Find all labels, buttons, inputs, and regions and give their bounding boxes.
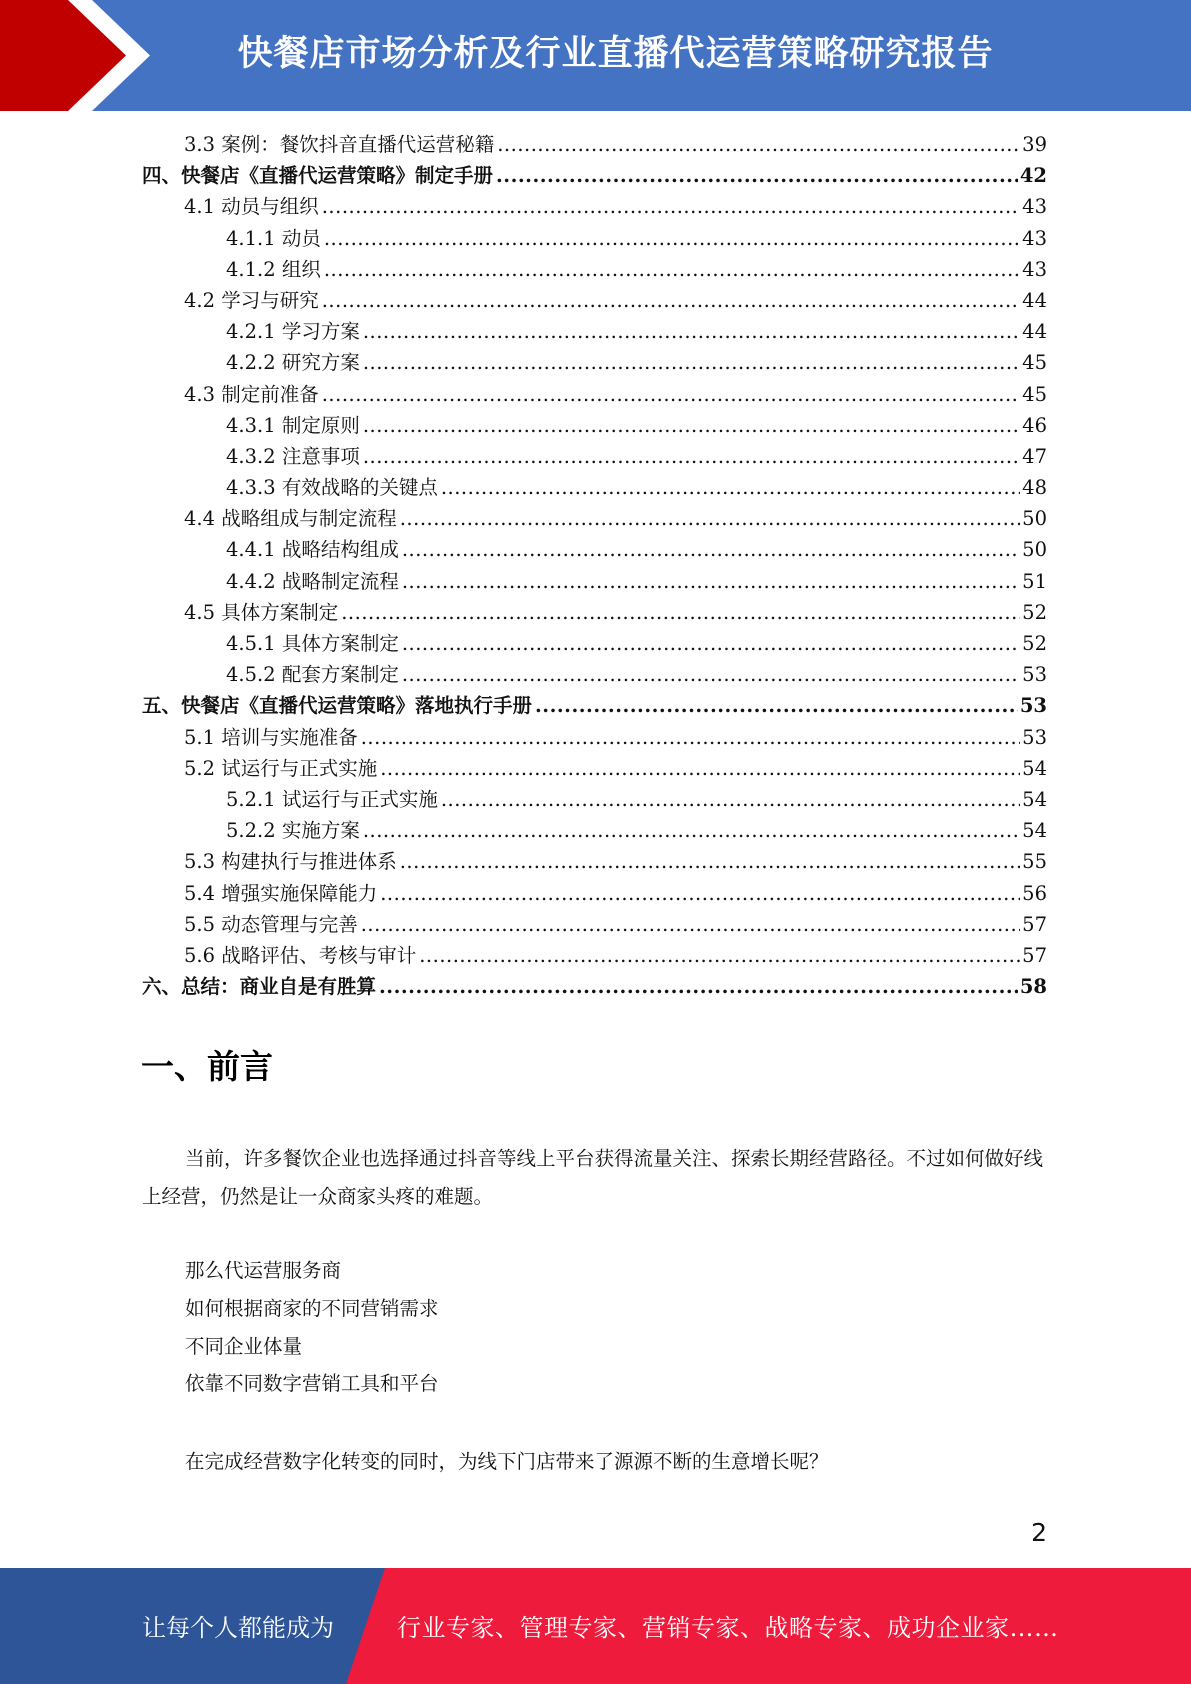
section-heading: 一、前言 <box>141 1047 273 1086</box>
toc-entry-page: 54 <box>1022 819 1047 843</box>
intro-line: 不同企业体量 <box>185 1334 303 1358</box>
toc-entry[interactable] <box>142 722 1047 753</box>
toc-entry-page: 42 <box>1019 164 1047 188</box>
toc-entry-label: 四、快餐店《直播代运营策略》制定手册 <box>142 164 494 188</box>
toc-entry-page: 44 <box>1022 320 1047 344</box>
toc-entry[interactable] <box>142 223 1047 254</box>
toc-entry-page: 52 <box>1022 600 1047 624</box>
toc-entry-label: 5.3 构建执行与推进体系 <box>184 850 397 874</box>
toc-dot-leader <box>363 410 1020 441</box>
toc-dot-leader <box>441 784 1020 815</box>
toc-entry-label: 5.4 增强实施保障能力 <box>184 881 378 905</box>
toc-entry-label: 4.2.2 研究方案 <box>226 351 360 375</box>
intro-line: 依靠不同数字营销工具和平台 <box>185 1372 439 1396</box>
toc-entry[interactable] <box>142 597 1047 628</box>
toc-entry-label: 5.6 战略评估、考核与审计 <box>184 943 417 967</box>
toc-dot-leader <box>324 254 1020 285</box>
toc-entry-page: 58 <box>1019 975 1047 999</box>
toc-entry[interactable] <box>142 566 1047 597</box>
toc-entry-page: 44 <box>1022 288 1047 312</box>
intro-line: 如何根据商家的不同营销需求 <box>185 1296 439 1320</box>
toc-entry[interactable] <box>142 753 1047 784</box>
toc-entry-page: 54 <box>1022 787 1047 811</box>
toc-entry[interactable] <box>142 784 1047 815</box>
toc-entry-page: 52 <box>1022 632 1047 655</box>
toc-dot-leader <box>324 223 1020 254</box>
toc-entry[interactable] <box>142 878 1047 909</box>
toc-entry[interactable] <box>142 534 1047 565</box>
toc-entry[interactable] <box>142 441 1047 472</box>
toc-entry-label: 3.3 案例：餐饮抖音直播代运营秘籍 <box>184 133 495 156</box>
toc-dot-leader <box>497 129 1020 160</box>
toc-entry-page: 53 <box>1019 694 1047 718</box>
toc-entry[interactable] <box>142 971 1047 1002</box>
toc-dot-leader <box>361 722 1020 753</box>
toc-dot-leader <box>402 566 1020 597</box>
toc-dot-leader <box>363 316 1020 347</box>
toc-entry-label: 4.4.2 战略制定流程 <box>226 569 399 593</box>
toc-dot-leader <box>379 971 1018 1002</box>
toc-entry-page: 51 <box>1022 569 1047 593</box>
closing-paragraph: 在完成经营数字化转变的同时，为线下门店带来了源源不断的生意增长呢？ <box>185 1450 829 1473</box>
document-title: 快餐店市场分析及行业直播代运营策略研究报告 <box>237 34 994 74</box>
toc-entry[interactable] <box>142 379 1047 410</box>
toc-entry-label: 4.3.3 有效战略的关键点 <box>226 476 438 500</box>
toc-dot-leader <box>419 940 1020 971</box>
toc-entry-page: 46 <box>1022 413 1047 437</box>
toc-dot-leader <box>361 909 1020 940</box>
toc-dot-leader <box>322 379 1020 410</box>
toc-entry-label: 4.3.1 制定原则 <box>226 413 360 437</box>
toc-entry[interactable] <box>142 815 1047 846</box>
toc-entry[interactable] <box>142 472 1047 503</box>
toc-entry-label: 4.4.1 战略结构组成 <box>226 538 399 562</box>
page-footer <box>0 1568 1191 1684</box>
toc-entry[interactable] <box>142 410 1047 441</box>
toc-entry-label: 五、快餐店《直播代运营策略》落地执行手册 <box>142 694 533 718</box>
toc-entry-page: 50 <box>1022 538 1047 562</box>
toc-entry[interactable] <box>142 160 1047 191</box>
toc-entry[interactable] <box>142 129 1047 160</box>
toc-dot-leader <box>400 846 1020 877</box>
page-header <box>0 0 1191 111</box>
toc-dot-leader <box>535 690 1018 721</box>
toc-entry-label: 4.1 动员与组织 <box>184 195 319 219</box>
toc-entry[interactable] <box>142 316 1047 347</box>
toc-dot-leader <box>322 191 1020 222</box>
footer-slogan-right: 行业专家、管理专家、营销专家、战略专家、成功企业家…… <box>397 1614 1059 1642</box>
toc-dot-leader <box>322 285 1020 316</box>
toc-entry-page: 47 <box>1022 444 1047 468</box>
toc-dot-leader <box>496 160 1018 191</box>
toc-dot-leader <box>363 815 1020 846</box>
toc-entry[interactable] <box>142 285 1047 316</box>
intro-line: 那么代运营服务商 <box>185 1259 342 1282</box>
toc-entry-label: 4.2.1 学习方案 <box>226 320 360 344</box>
toc-entry[interactable] <box>142 503 1047 534</box>
toc-entry-label: 4.2 学习与研究 <box>184 288 319 312</box>
toc-entry-page: 55 <box>1022 850 1047 874</box>
toc-entry-page: 43 <box>1022 226 1047 250</box>
toc-entry[interactable] <box>142 846 1047 877</box>
toc-entry[interactable] <box>142 659 1047 690</box>
toc-entry-page: 57 <box>1022 912 1047 936</box>
toc-dot-leader <box>380 878 1020 909</box>
toc-entry-label: 4.3.2 注意事项 <box>226 444 360 468</box>
toc-dot-leader <box>402 534 1020 565</box>
toc-dot-leader <box>380 753 1020 784</box>
toc-entry-page: 57 <box>1022 943 1047 967</box>
toc-entry-label: 5.2.2 实施方案 <box>226 819 360 843</box>
toc-dot-leader <box>441 472 1020 503</box>
toc-entry-label: 4.3 制定前准备 <box>184 382 319 406</box>
toc-entry[interactable] <box>142 347 1047 378</box>
toc-entry-page: 53 <box>1022 663 1047 687</box>
toc-dot-leader <box>402 628 1020 659</box>
page-number: 2 <box>1031 1518 1047 1547</box>
intro-lines <box>185 1252 1090 1403</box>
toc-entry[interactable] <box>142 628 1047 659</box>
toc-entry-label: 4.1.1 动员 <box>226 226 321 250</box>
toc-entry[interactable] <box>142 909 1047 940</box>
toc-entry-label: 5.5 动态管理与完善 <box>184 912 358 936</box>
toc-entry-page: 43 <box>1022 195 1047 219</box>
toc-entry[interactable] <box>142 690 1047 721</box>
toc-entry-label: 5.2.1 试运行与正式实施 <box>226 787 438 811</box>
footer-slogan-left: 让每个人都能成为 <box>142 1614 334 1642</box>
toc-entry[interactable] <box>142 254 1047 285</box>
toc-entry-label: 4.4 战略组成与制定流程 <box>184 507 397 531</box>
toc-entry-label: 5.1 培训与实施准备 <box>184 725 358 749</box>
toc-entry-label: 4.5.2 配套方案制定 <box>226 663 399 687</box>
toc-entry-label: 4.1.2 组织 <box>226 257 321 281</box>
toc-entry-page: 43 <box>1022 257 1047 281</box>
toc-entry-page: 45 <box>1022 382 1047 406</box>
toc-entry-label: 5.2 试运行与正式实施 <box>184 756 378 780</box>
toc-entry-label: 六、总结：商业自是有胜算 <box>142 975 377 999</box>
toc-entry-label: 4.5 具体方案制定 <box>184 600 339 624</box>
table-of-contents <box>142 129 1047 1002</box>
toc-entry-page: 39 <box>1022 133 1047 156</box>
toc-entry-page: 50 <box>1022 507 1047 531</box>
toc-dot-leader <box>363 441 1020 472</box>
toc-entry-page: 45 <box>1022 351 1047 375</box>
toc-dot-leader <box>402 659 1020 690</box>
toc-entry-page: 54 <box>1022 756 1047 780</box>
toc-entry-page: 56 <box>1022 881 1047 905</box>
intro-paragraph: 当前，许多餐饮企业也选择通过抖音等线上平台获得流量关注、探索长期经营路径。不过如何做好线上经营，仍然是让一众商家头疼的难题。 <box>142 1147 1044 1208</box>
toc-entry-page: 48 <box>1022 476 1047 500</box>
toc-dot-leader <box>363 347 1020 378</box>
toc-dot-leader <box>341 597 1020 628</box>
toc-entry-page: 53 <box>1022 725 1047 749</box>
toc-entry[interactable] <box>142 191 1047 222</box>
toc-entry-label: 4.5.1 具体方案制定 <box>226 632 399 655</box>
toc-entry[interactable] <box>142 940 1047 971</box>
toc-dot-leader <box>400 503 1020 534</box>
